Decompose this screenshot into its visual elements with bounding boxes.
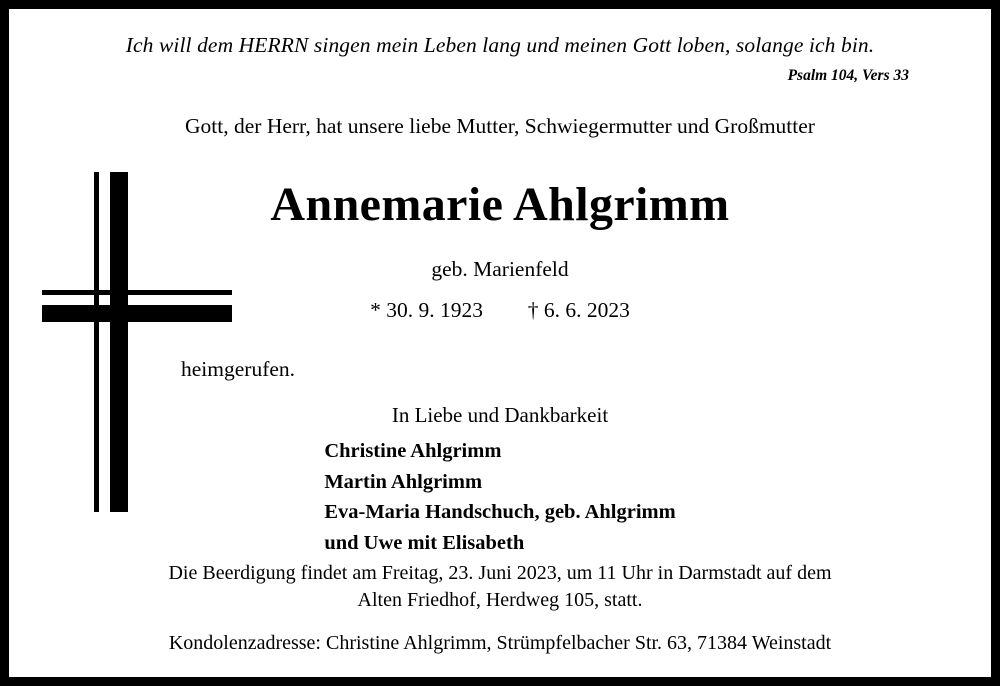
funeral-details <box>9 560 991 614</box>
deceased-maiden-name: geb. Marienfeld <box>431 257 569 281</box>
footer-block <box>9 560 991 655</box>
family-member: und Uwe mit Elisabeth <box>324 531 525 554</box>
family-member: Eva-Maria Handschuch, geb. Ahlgrimm <box>324 501 676 523</box>
verse-text: Ich will dem HERRN singen mein Leben lang und meinen Gott loben, solange ich bin. <box>125 33 875 57</box>
deceased-name: Annemarie Ahlgrimm <box>270 178 730 231</box>
family-member: Martin Ahlgrimm <box>324 470 483 493</box>
obituary-content <box>9 9 991 677</box>
verse-reference: Psalm 104, Vers 33 <box>787 67 909 84</box>
birth-date: * 30. 9. 1923 <box>370 298 483 322</box>
bible-verse <box>9 33 991 85</box>
family-heading: In Liebe und Dankbarkeit <box>391 403 609 427</box>
christian-cross-icon <box>42 172 232 512</box>
funeral-line-1: Die Beerdigung findet am Freitag, 23. Juni 2023, um 11 Uhr in Darmstadt auf dem <box>168 562 832 584</box>
condolence-address: Kondolenzadresse: Christine Ahlgrimm, Strümpfelbacher Str. 63, 71384 Weinstadt <box>168 632 832 654</box>
intro-line: Gott, der Herr, hat unsere liebe Mutter, Schwiegermutter und Großmutter <box>185 114 815 138</box>
family-member: Christine Ahlgrimm <box>324 440 502 462</box>
family-member-list <box>324 436 675 558</box>
death-date: † 6. 6. 2023 <box>527 298 630 322</box>
funeral-line-2: Alten Friedhof, Herdweg 105, statt. <box>357 589 643 611</box>
called-home-text: heimgerufen. <box>181 357 296 381</box>
